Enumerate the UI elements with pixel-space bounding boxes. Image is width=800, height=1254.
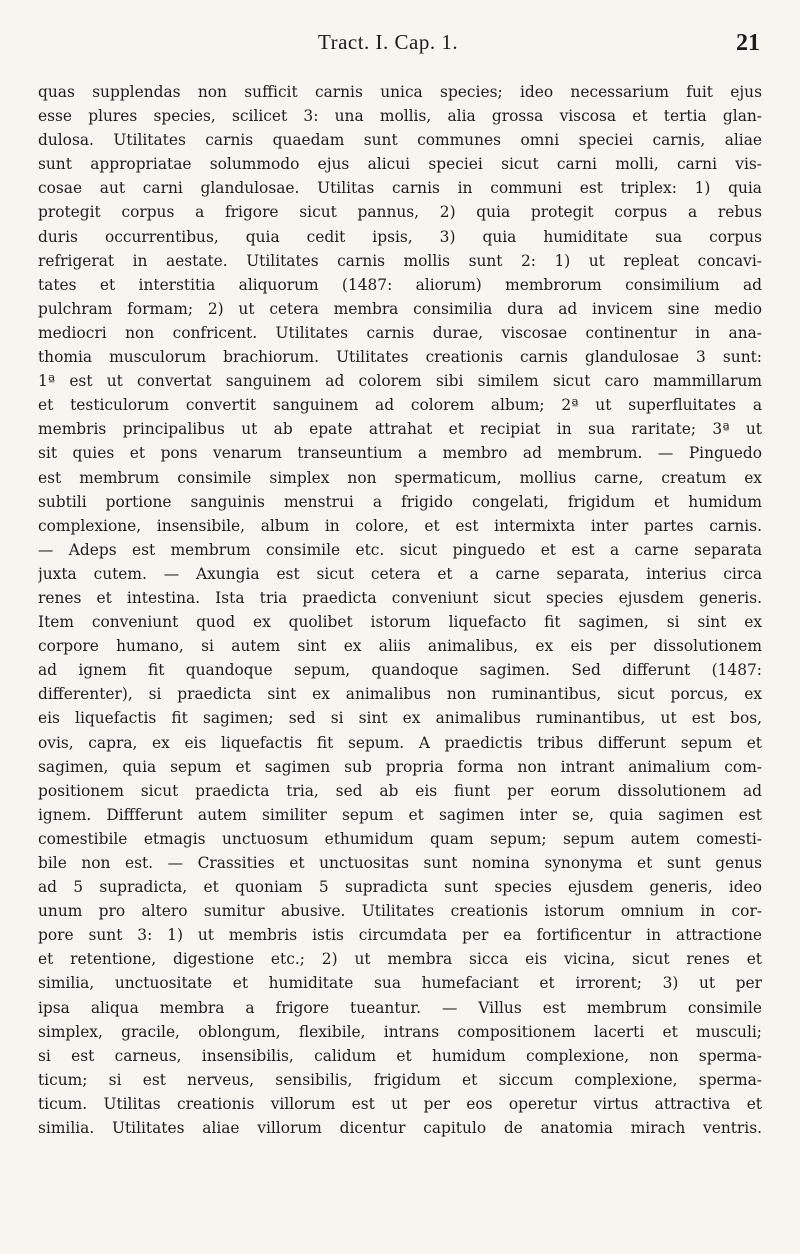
text-line: ad 5 supradicta, et quoniam 5 supradicta sunt species ejusdem generis, ideo bbox=[38, 878, 762, 897]
text-line: si est carneus, insensibilis, calidum et humidum complexione, non sperma- bbox=[38, 1046, 762, 1065]
running-header bbox=[0, 30, 800, 60]
text-line: et testiculorum convertit sanguinem ad colorem album; 2ª ut superfluitates a bbox=[38, 396, 762, 415]
text-line: refrigerat in aestate. Utilitates carnis mollis sunt 2: 1) ut repleat concavi- bbox=[38, 251, 762, 270]
text-line: ticum. Utilitas creationis villorum est ut per eos operetur virtus attractiva et bbox=[38, 1094, 762, 1113]
text-line: juxta cutem. — Axungia est sicut cetera et a carne separata, interius circa bbox=[38, 564, 762, 583]
text-line: renes et intestina. Ista tria praedicta conveniunt sicut species ejusdem generis. bbox=[38, 588, 762, 607]
text-line: quas supplendas non sufficit carnis unica species; ideo necessarium fuit ejus bbox=[38, 83, 762, 101]
text-line: positionem sicut praedicta tria, sed ab eis fiunt per eorum dissolutionem ad bbox=[38, 781, 762, 800]
text-line: ticum; si est nerveus, sensibilis, frigidum et siccum complexione, sperma- bbox=[38, 1070, 762, 1089]
text-line: tates et interstitia aliquorum (1487: aliorum) membrorum consimilium ad bbox=[38, 275, 762, 294]
text-line: subtili portione sanguinis menstrui a frigido congelati, frigidum et humidum bbox=[38, 492, 762, 511]
text-line: ad ignem fit quandoque sepum, quandoque sagimen. Sed differunt (1487: bbox=[38, 661, 762, 680]
running-title: Tract. I. Cap. 1. bbox=[318, 30, 459, 54]
text-line: est membrum consimile simplex non spermaticum, mollius carne, creatum ex bbox=[38, 468, 762, 487]
text-line: et retentione, digestione etc.; 2) ut membra sicca eis vicina, sicut renes et bbox=[38, 950, 762, 969]
text-line: sunt appropriatae solummodo ejus alicui speciei sicut carni molli, carni vis- bbox=[38, 155, 762, 174]
text-line: corpore humano, si autem sint ex aliis animalibus, ex eis per dissolutionem bbox=[38, 637, 762, 656]
text-line: simplex, gracile, oblongum, flexibile, intrans compositionem lacerti et musculi; bbox=[38, 1022, 762, 1041]
text-line: ovis, capra, ex eis liquefactis fit sepum. A praedictis tribus differunt sepum et bbox=[38, 733, 762, 752]
text-line: esse plures species, scilicet 3: una mollis, alia grossa viscosa et tertia glan- bbox=[38, 107, 762, 126]
text-line: differenter), si praedicta sint ex animalibus non ruminantibus, sicut porcus, ex bbox=[38, 685, 762, 704]
text-line: ipsa aliqua membra a frigore tueantur. — Villus est membrum consimile bbox=[38, 998, 762, 1017]
text-line: complexione, insensibile, album in colore, et est intermixta inter partes carnis. bbox=[38, 516, 762, 535]
text-line: — Adeps est membrum consimile etc. sicut pinguedo et est a carne separata bbox=[38, 540, 762, 559]
text-line: dulosa. Utilitates carnis quaedam sunt communes omni speciei carnis, aliae bbox=[38, 131, 762, 150]
body-text bbox=[38, 80, 762, 1140]
text-line: comestibile etmagis unctuosum ethumidum quam sepum; sepum autem comesti- bbox=[38, 829, 762, 848]
text-line: duris occurrentibus, quia cedit ipsis, 3) quia humiditate sua corpus bbox=[38, 227, 762, 246]
text-line: unum pro altero sumitur abusive. Utilitates creationis istorum omnium in cor- bbox=[38, 902, 762, 921]
text-line: similia. Utilitates aliae villorum dicentur capitulo de anatomia mirach ventris. bbox=[38, 1119, 762, 1138]
text-line: mediocri non confricent. Utilitates carnis durae, viscosae continentur in ana- bbox=[38, 323, 762, 342]
text-line: ignem. Diffferunt autem similiter sepum et sagimen inter se, quia sagimen est bbox=[38, 805, 762, 824]
text-line: pulchram formam; 2) ut cetera membra consimilia dura ad invicem sine medio bbox=[38, 299, 762, 318]
text-line: similia, unctuositate et humiditate sua humefaciant et irrorent; 3) ut per bbox=[38, 974, 762, 993]
text-line: thomia musculorum brachiorum. Utilitates creationis carnis glandulosae 3 sunt: bbox=[38, 348, 762, 367]
text-line: pore sunt 3: 1) ut membris istis circumdata per ea fortificentur in attractione bbox=[38, 926, 762, 945]
text-line: Item conveniunt quod ex quolibet istorum liquefacto fit sagimen, si sint ex bbox=[38, 613, 762, 632]
text-line: bile non est. — Crassities et unctuositas sunt nomina synonyma et sunt genus bbox=[38, 854, 762, 872]
text-line: membris principalibus ut ab epate attrahat et recipiat in sua raritate; 3ª ut bbox=[38, 420, 762, 439]
page-number: 21 bbox=[736, 30, 760, 56]
text-line: sit quies et pons venarum transeuntium a membro ad membrum. — Pinguedo bbox=[38, 444, 762, 463]
text-line: protegit corpus a frigore sicut pannus, 2) quia protegit corpus a rebus bbox=[38, 203, 762, 222]
text-line: 1ª est ut convertat sanguinem ad colorem sibi similem sicut caro mammillarum bbox=[38, 372, 762, 391]
text-line: sagimen, quia sepum et sagimen sub propria forma non intrant animalium com- bbox=[38, 757, 762, 776]
text-line: eis liquefactis fit sagimen; sed si sint ex animalibus ruminantibus, ut est bos, bbox=[38, 709, 762, 728]
text-line: cosae aut carni glandulosae. Utilitas carnis in communi est triplex: 1) quia bbox=[38, 179, 762, 198]
